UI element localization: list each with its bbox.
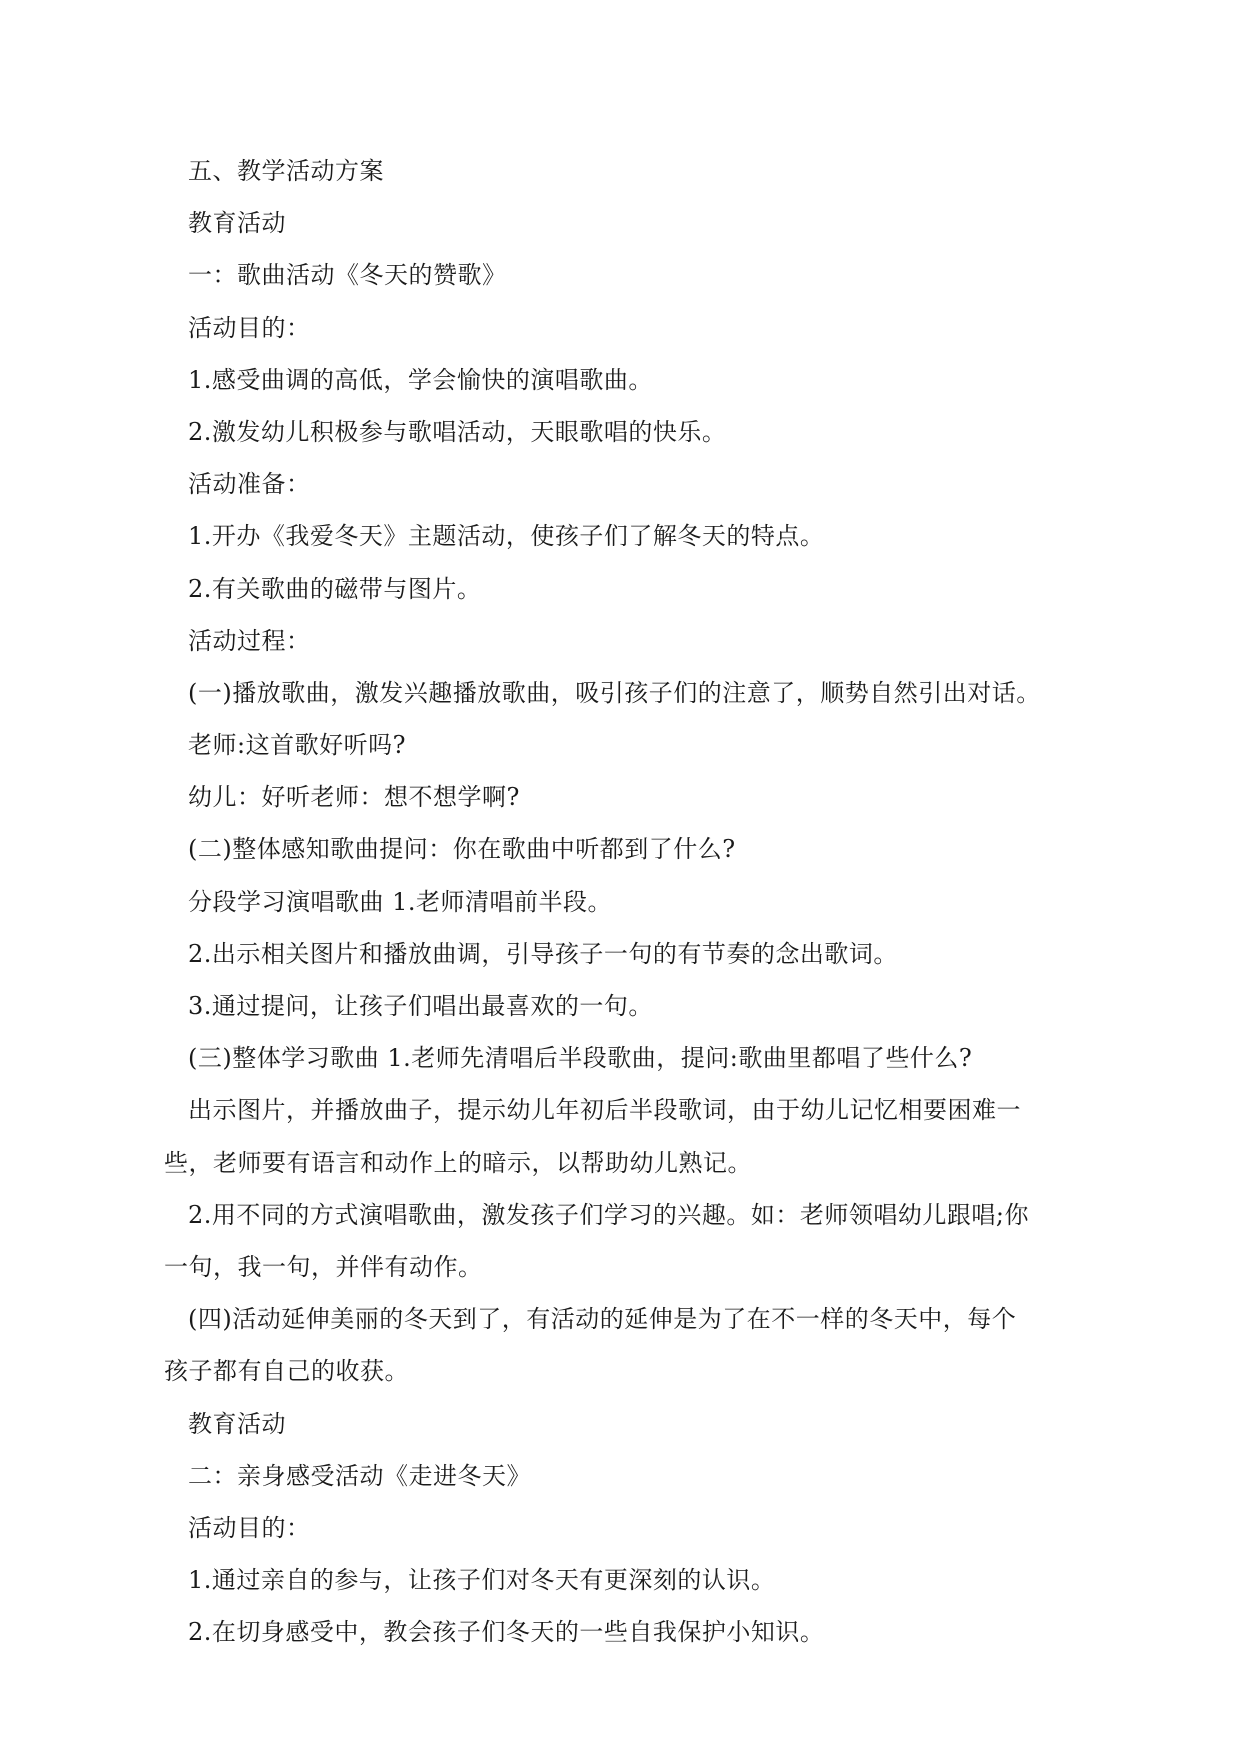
- preparation-heading: 活动准备：: [188, 470, 311, 499]
- process-step: (二)整体感知歌曲提问：你在歌曲中听都到了什么?: [188, 835, 736, 864]
- activity-title: 二：亲身感受活动《走进冬天》: [188, 1461, 531, 1490]
- goal-item: 1.通过亲自的参与，让孩子们对冬天有更深刻的认识。: [188, 1566, 776, 1595]
- paragraph: [164, 1095, 1058, 1177]
- goal-heading: 活动目的：: [188, 1513, 311, 1542]
- process-step: 2.出示相关图片和播放曲调，引导孩子一句的有节奏的念出歌词。: [188, 939, 898, 968]
- process-step: (一)播放歌曲，激发兴趣播放歌曲，吸引孩子们的注意了，顺势自然引出对话。: [188, 678, 1041, 707]
- document-body: [164, 156, 1058, 1669]
- process-step: 分段学习演唱歌曲 1.老师清唱前半段。: [188, 887, 613, 916]
- activity-title: 一：歌曲活动《冬天的赞歌》: [188, 261, 507, 290]
- process-heading: 活动过程：: [188, 626, 311, 655]
- paragraph-line: 孩子都有自己的收获。: [164, 1357, 409, 1386]
- activity-label: 教育活动: [188, 209, 286, 238]
- paragraph-line: 一句，我一句，并伴有动作。: [164, 1252, 483, 1281]
- preparation-item: 2.有关歌曲的磁带与图片。: [188, 574, 482, 603]
- goal-item: 1.感受曲调的高低，学会愉快的演唱歌曲。: [188, 365, 653, 394]
- preparation-item: 1.开办《我爱冬天》主题活动，使孩子们了解冬天的特点。: [188, 522, 825, 551]
- dialogue-line: 幼儿：好听老师：想不想学啊?: [188, 783, 520, 812]
- paragraph: [164, 1200, 1058, 1282]
- activity-label: 教育活动: [188, 1409, 286, 1438]
- paragraph-line: 些，老师要有语言和动作上的暗示，以帮助幼儿熟记。: [164, 1148, 752, 1177]
- process-step: 3.通过提问，让孩子们唱出最喜欢的一句。: [188, 992, 653, 1020]
- paragraph-line: (四)活动延伸美丽的冬天到了，有活动的延伸是为了在不一样的冬天中，每个: [188, 1305, 1017, 1334]
- section-heading: 五、教学活动方案: [188, 157, 384, 185]
- goal-heading: 活动目的：: [188, 313, 311, 342]
- paragraph: [164, 1304, 1058, 1386]
- dialogue-line: 老师:这首歌好听吗?: [188, 731, 406, 760]
- paragraph-line: 出示图片，并播放曲子，提示幼儿年初后半段歌词，由于幼儿记忆相要困难一: [188, 1096, 1021, 1125]
- paragraph-line: 2.用不同的方式演唱歌曲，激发孩子们学习的兴趣。如：老师领唱幼儿跟唱;你: [188, 1200, 1029, 1229]
- goal-item: 2.激发幼儿积极参与歌唱活动，天眼歌唱的快乐。: [188, 417, 727, 446]
- goal-item: 2.在切身感受中，教会孩子们冬天的一些自我保护小知识。: [188, 1618, 825, 1647]
- process-step: (三)整体学习歌曲 1.老师先清唱后半段歌曲，提问:歌曲里都唱了些什么?: [188, 1044, 973, 1073]
